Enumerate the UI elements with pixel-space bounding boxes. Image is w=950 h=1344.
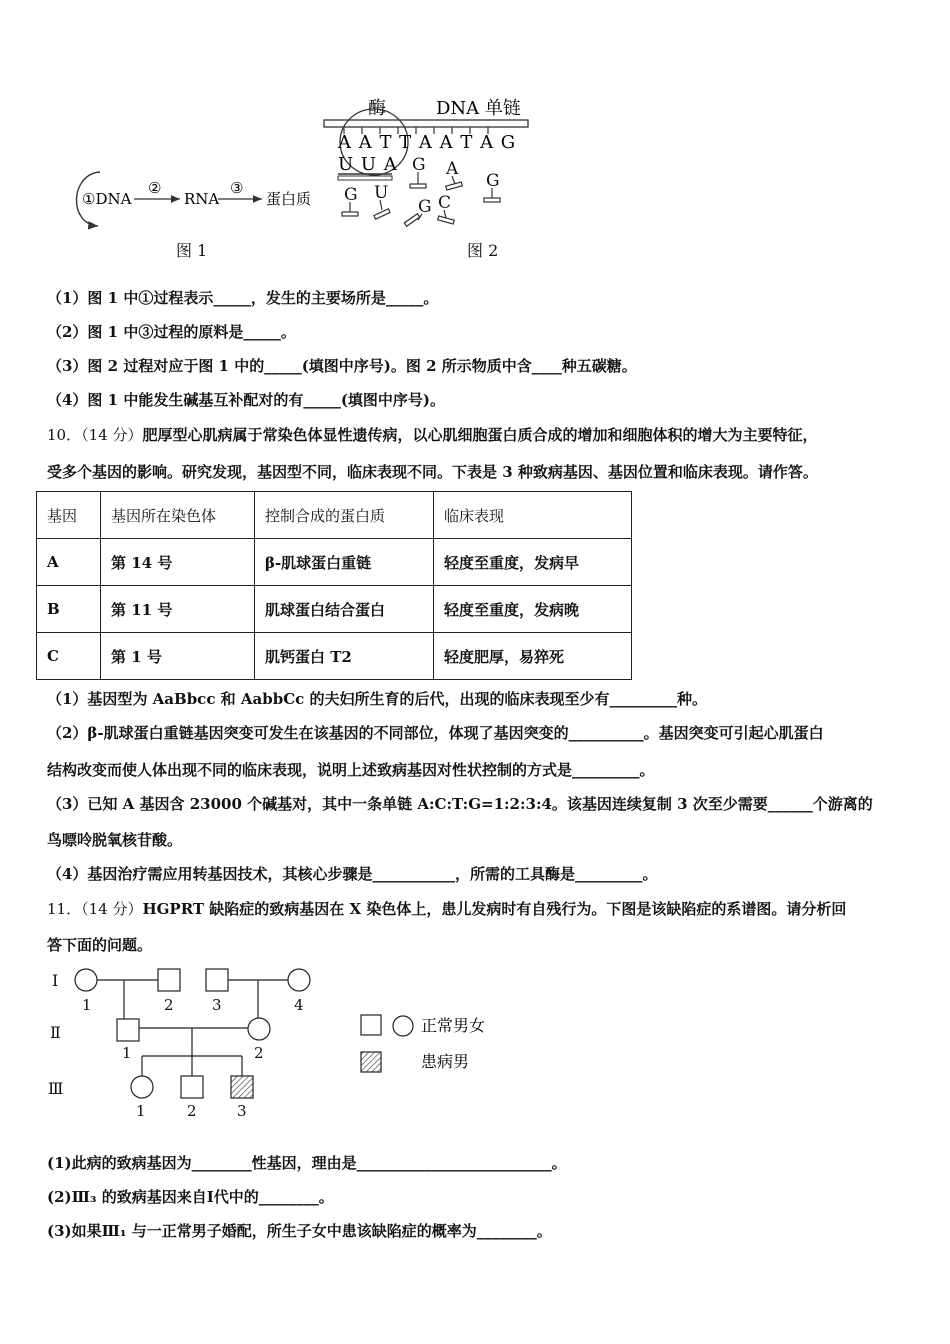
free-nucleotide: C [438,193,452,213]
figure-2-diagram [318,92,538,232]
gen2-male-1 [117,1019,139,1041]
table-cell: 肌球蛋白结合蛋白 [255,586,434,633]
gen2-female-2 [248,1018,270,1040]
legend-normal-label: 正常男女 [421,1016,486,1035]
fig1-step-3: ③ [230,179,244,197]
table-row [37,633,632,680]
q10-question: 鸟嘌呤脱氧核苷酸。 [47,831,183,849]
table-cell: 轻度至重度，发病晚 [434,586,632,633]
dna-strand-bar [324,120,528,127]
individual-number: 2 [254,1044,264,1062]
fig2-enzyme-label: 酶 [368,98,386,119]
q11-number: 11．（14 分） [47,900,143,918]
q11-intro [47,898,846,919]
q11-question: (1)此病的致病基因为________性基因，理由是__________________________。 [47,1154,567,1172]
generation-label: Ⅲ [48,1079,64,1098]
gene-table [36,491,632,680]
paired-bases: U U A [338,154,398,175]
gen3-male-2 [181,1076,203,1098]
table-cell: A [37,539,101,586]
table-cell: 肌钙蛋白 T2 [255,633,434,680]
q11-question: (3)如果Ⅲ₁ 与一正常男子婚配，所生子女中患该缺陷症的概率为________。 [47,1222,552,1240]
q11-question: (2)Ⅲ₃ 的致病基因来自Ⅰ代中的________。 [47,1188,334,1206]
free-nucleotide: U [374,183,389,203]
table-cell: 第 14 号 [101,539,255,586]
fig1-step-2: ② [148,179,162,197]
table-cell: 第 11 号 [101,586,255,633]
table-row [37,586,632,633]
q10-question: （4）基因治疗需应用转基因技术，其核心步骤是___________，所需的工具酶是_________。 [47,865,658,883]
free-nucleotide: A [446,159,459,179]
pedigree-chart [40,962,520,1132]
gen3-affected-male-3 [231,1076,253,1098]
individual-number: 2 [187,1102,197,1120]
q10-question: （2）β-肌球蛋白重链基因突变可发生在该基因的不同部位，体现了基因突变的__________。基因突变可引起心肌蛋白 [47,724,824,742]
q10-intro-text: 肥厚型心肌病属于常染色体显性遗传病，以心肌细胞蛋白质合成的增加和细胞体积的增大为主要特征， [142,426,818,444]
q9-item: （2）图 1 中③过程的原料是_____。 [47,323,296,341]
fig1-node-rna: RNA [184,190,220,208]
free-nucleotide: G [486,171,500,191]
q10-question: （1）基因型为 AaBbcc 和 AabbCc 的夫妇所生育的后代，出现的临床表现至少有_________种。 [47,690,708,708]
generation-label: Ⅱ [50,1023,61,1042]
table-cell: 轻度肥厚，易猝死 [434,633,632,680]
individual-number: 1 [122,1044,132,1062]
individual-number: 4 [294,996,304,1014]
template-bases: A A T T A A T A G [338,132,517,153]
table-header: 基因 [37,492,101,539]
rna-backbone-bar [338,176,392,180]
individual-number: 3 [212,996,222,1014]
q10-question: （3）已知 A 基因含 23000 个碱基对，其中一条单链 A:C:T:G=1:2:3:4。该基因连续复制 3 次至少需要______个游离的 [47,795,873,813]
figure-2-label: 图 2 [467,241,499,260]
generation-label: Ⅰ [52,971,59,990]
gen1-male-3 [206,969,228,991]
q10-intro-cont: 受多个基因的影响。研究发现，基因型不同，临床表现不同。下表是 3 种致病基因、基因位置和临床表现。请作答。 [47,463,818,481]
q11-intro-text: HGPRT 缺陷症的致病基因在 X 染色体上，患儿发病时有自残行为。下图是该缺陷症的系谱图。请分析回 [142,900,847,918]
table-row [37,539,632,586]
fig1-node-dna: ①DNA [82,190,132,208]
table-header: 临床表现 [434,492,632,539]
individual-number: 2 [164,996,174,1014]
figure-1-label: 图 1 [176,241,208,260]
individual-number: 1 [82,996,92,1014]
free-nucleotide: G [412,155,426,175]
legend-normal-male-icon [361,1015,381,1035]
individual-number: 1 [136,1102,146,1120]
fig2-dna-label: DNA 单链 [436,98,521,119]
free-nucleotide: G [344,185,358,205]
legend-affected-male-icon [361,1052,381,1072]
table-cell: 轻度至重度，发病早 [434,539,632,586]
individual-number: 3 [237,1102,247,1120]
table-cell: 第 1 号 [101,633,255,680]
table-cell: C [37,633,101,680]
free-nucleotide: G [418,197,432,217]
table-cell: β-肌球蛋白重链 [255,539,434,586]
legend-affected-label: 患病男 [421,1052,470,1071]
table-header-row [37,492,632,539]
q10-intro [47,424,817,445]
gen3-female-1 [131,1076,153,1098]
table-header: 控制合成的蛋白质 [255,492,434,539]
q10-question: 结构改变而使人体出现不同的临床表现，说明上述致病基因对性状控制的方式是_________。 [47,761,655,779]
table-cell: B [37,586,101,633]
q9-item: （4）图 1 中能发生碱基互补配对的有_____(填图中序号)。 [47,391,446,409]
table-header: 基因所在染色体 [101,492,255,539]
gen1-male-2 [158,969,180,991]
gen1-female-1 [75,969,97,991]
q11-intro-cont: 答下面的问题。 [47,936,153,954]
fig1-node-protein: 蛋白质 [266,190,312,208]
gen1-female-4 [288,969,310,991]
legend-normal-female-icon [393,1016,413,1036]
q10-number: 10．（14 分） [47,426,143,444]
q9-item: （3）图 2 过程对应于图 1 中的_____(填图中序号)。图 2 所示物质中含____种五碳糖。 [47,357,637,375]
q9-item: （1）图 1 中①过程表示_____，发生的主要场所是_____。 [47,289,439,307]
